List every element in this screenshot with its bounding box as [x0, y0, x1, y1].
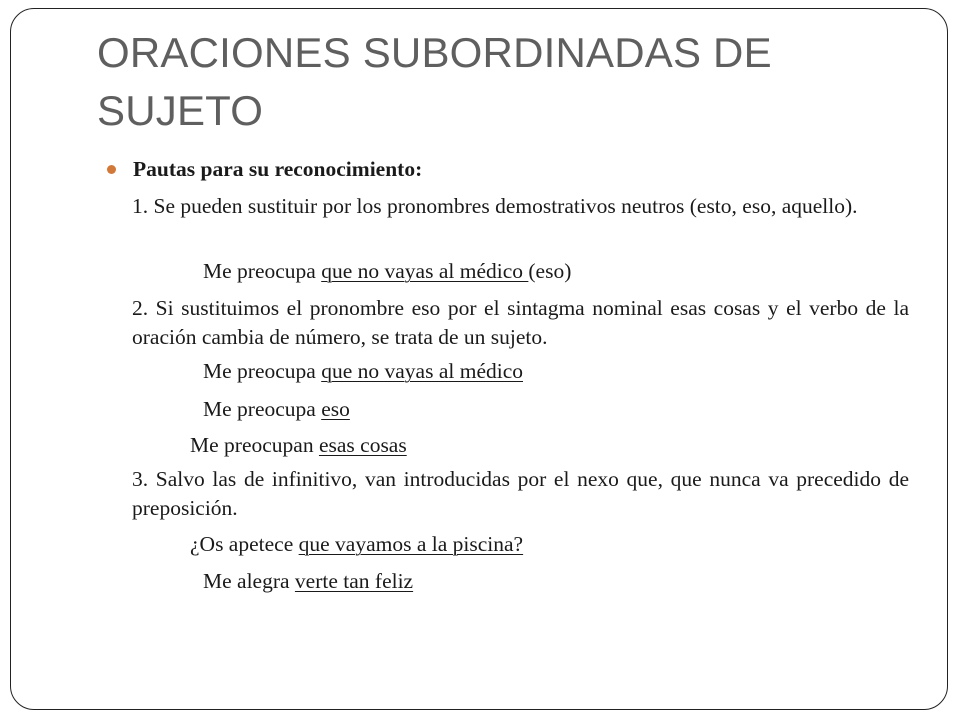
- example-3a-prefix: ¿Os apetece: [190, 532, 299, 556]
- example-1: [203, 257, 571, 286]
- point-3-text: 3. Salvo las de infinitivo, van introducidas por el nexo que, que nunca va precedido de preposición.: [132, 467, 909, 520]
- example-2a-underlined: que no vayas al médico: [321, 359, 523, 383]
- example-3a: [190, 530, 523, 559]
- point-2-text: 2. Si sustituimos el pronombre eso por el sintagma nominal esas cosas y el verbo de la oración cambia de número, se trata de un sujeto.: [132, 296, 909, 349]
- example-2c-underlined: esas cosas: [318, 433, 407, 457]
- example-1-underlined: que no vayas al médico: [321, 259, 529, 283]
- example-3a-underlined: que vayamos a la piscina?: [298, 532, 524, 556]
- example-1-suffix: (eso): [528, 259, 572, 283]
- bullet-dot-icon: [107, 165, 116, 174]
- example-2b-prefix: Me preocupa: [203, 397, 322, 421]
- example-1-prefix: Me preocupa: [203, 259, 322, 283]
- example-3b-underlined: verte tan feliz: [294, 569, 414, 593]
- example-2a-prefix: Me preocupa: [203, 359, 322, 383]
- example-2a: [203, 357, 523, 386]
- heading: Pautas para su reconocimiento:: [133, 157, 423, 181]
- slide-title: ORACIONES SUBORDINADAS DE SUJETO: [97, 29, 772, 134]
- example-2c: [190, 431, 407, 460]
- point-1-text: 1. Se pueden sustituir por los pronombres demostrativos neutros (esto, eso, aquello).: [132, 194, 858, 218]
- example-3b: [203, 567, 413, 596]
- example-2b-underlined: eso: [321, 397, 350, 421]
- example-2b: [203, 395, 350, 424]
- example-3b-prefix: Me alegra: [203, 569, 295, 593]
- example-2c-prefix: Me preocupan: [190, 433, 319, 457]
